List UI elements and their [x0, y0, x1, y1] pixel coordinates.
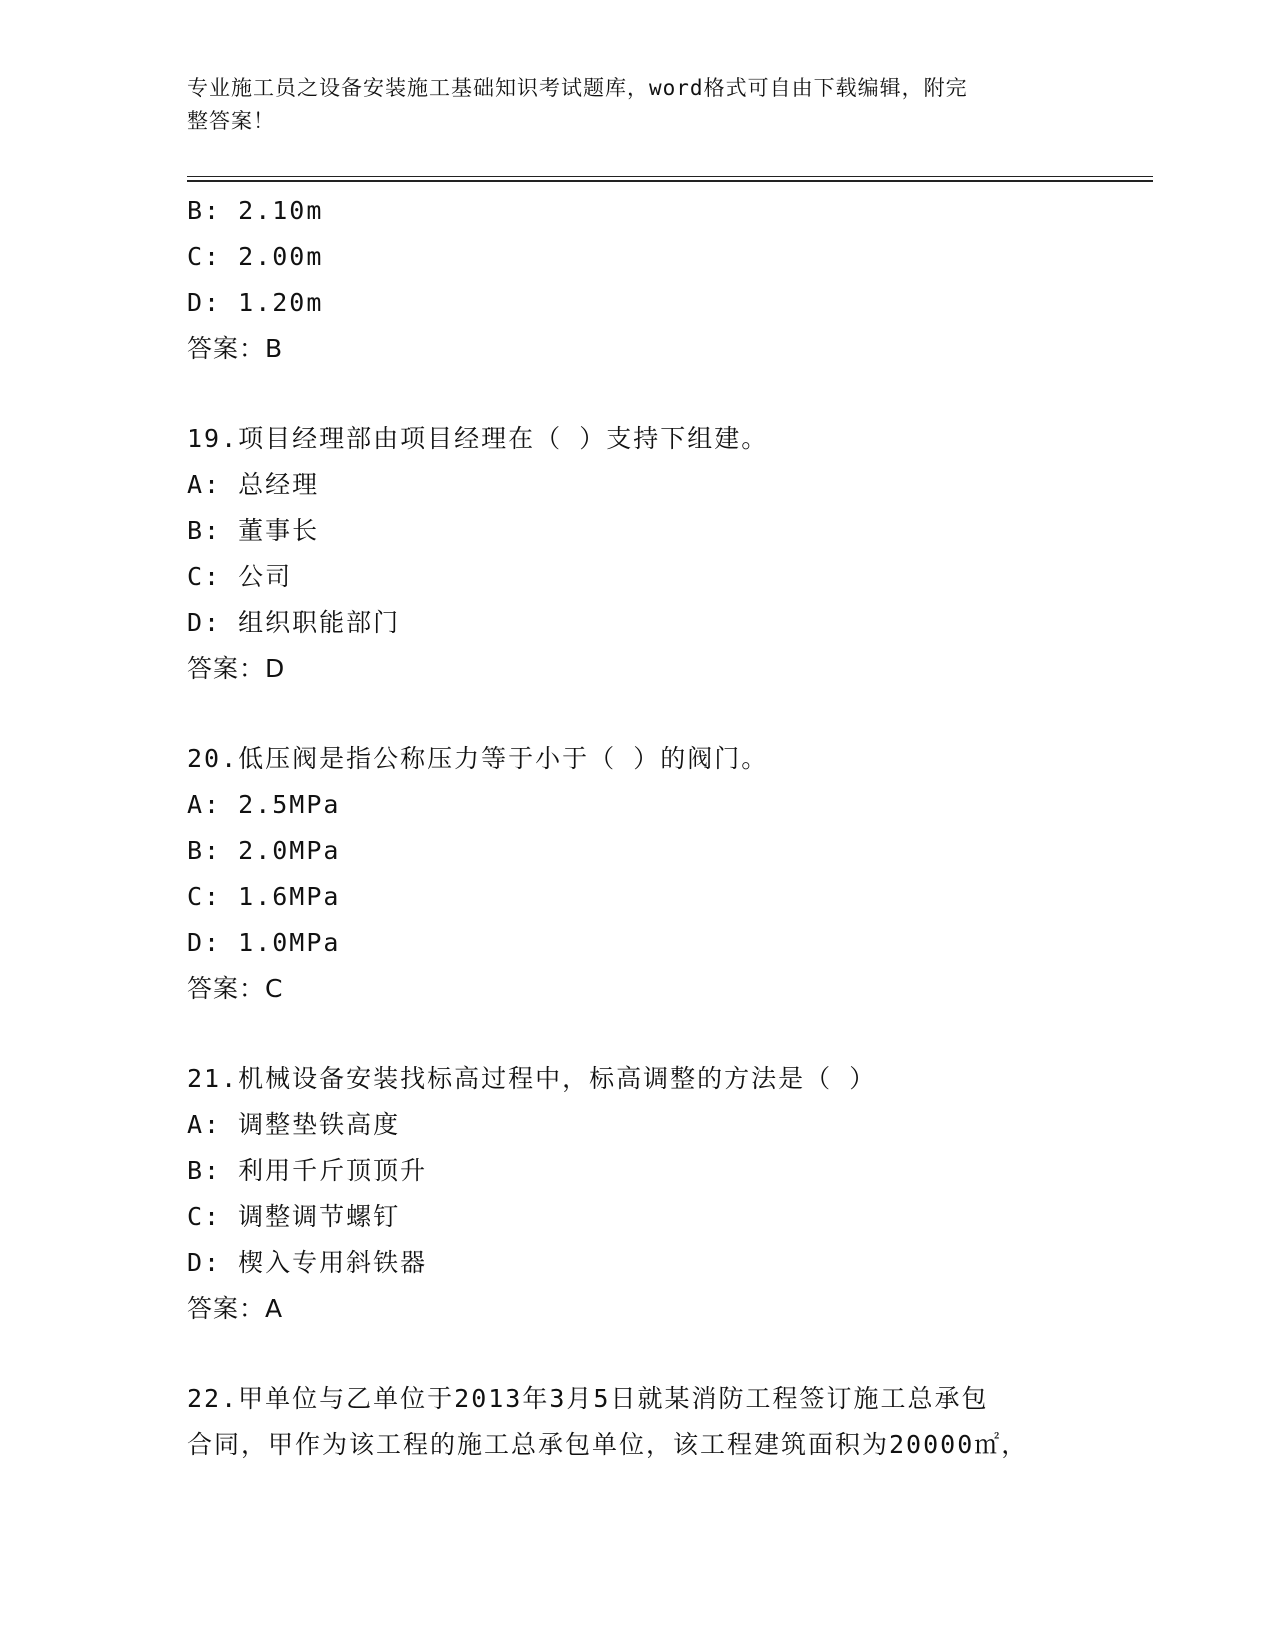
question-stem-line-1: 22.甲单位与乙单位于2013年3月5日就某消防工程签订施工总承包 [187, 1384, 989, 1413]
answer-line: 答案：D [187, 654, 286, 683]
answer-line: 答案：B [187, 334, 284, 363]
option-c: C: 公司 [187, 562, 293, 591]
option-a: A: 调整垫铁高度 [187, 1110, 401, 1139]
option-c: C: 1.6MPa [187, 882, 341, 911]
option-c: C: 调整调节螺钉 [187, 1202, 401, 1231]
question-stem-line-2: 合同，甲作为该工程的施工总承包单位，该工程建筑面积为20000㎡， [187, 1430, 1029, 1459]
question-19 [187, 416, 1087, 692]
option-c: C: 2.00m [187, 242, 324, 271]
question-stem: 20.低压阀是指公称压力等于小于（ ）的阀门。 [187, 744, 769, 773]
question-stem: 19.项目经理部由项目经理在（ ）支持下组建。 [187, 424, 769, 453]
option-d: D: 组织职能部门 [187, 608, 401, 637]
option-a: A: 2.5MPa [187, 790, 341, 819]
option-d: D: 楔入专用斜铁器 [187, 1248, 428, 1277]
document-header [187, 72, 1067, 138]
option-b: B: 利用千斤顶顶升 [187, 1156, 428, 1185]
header-divider-thin [187, 176, 1153, 177]
option-d: D: 1.0MPa [187, 928, 341, 957]
option-b: B: 2.0MPa [187, 836, 341, 865]
header-divider-thick [187, 180, 1153, 182]
question-22 [187, 1376, 1087, 1468]
answer-line: 答案：C [187, 974, 284, 1003]
question-list [187, 188, 1087, 1468]
header-line-2: 整答案！ [187, 109, 275, 133]
question-20 [187, 736, 1087, 1012]
option-d: D: 1.20m [187, 288, 324, 317]
question-stem: 21.机械设备安装找标高过程中，标高调整的方法是（ ） [187, 1064, 877, 1093]
option-b: B: 董事长 [187, 516, 320, 545]
option-a: A: 总经理 [187, 470, 320, 499]
header-line-1: 专业施工员之设备安装施工基础知识考试题库，word格式可自由下载编辑，附完 [187, 76, 968, 100]
question-18-continued [187, 188, 1087, 372]
option-b: B: 2.10m [187, 196, 324, 225]
answer-line: 答案：A [187, 1294, 284, 1323]
question-21 [187, 1056, 1087, 1332]
